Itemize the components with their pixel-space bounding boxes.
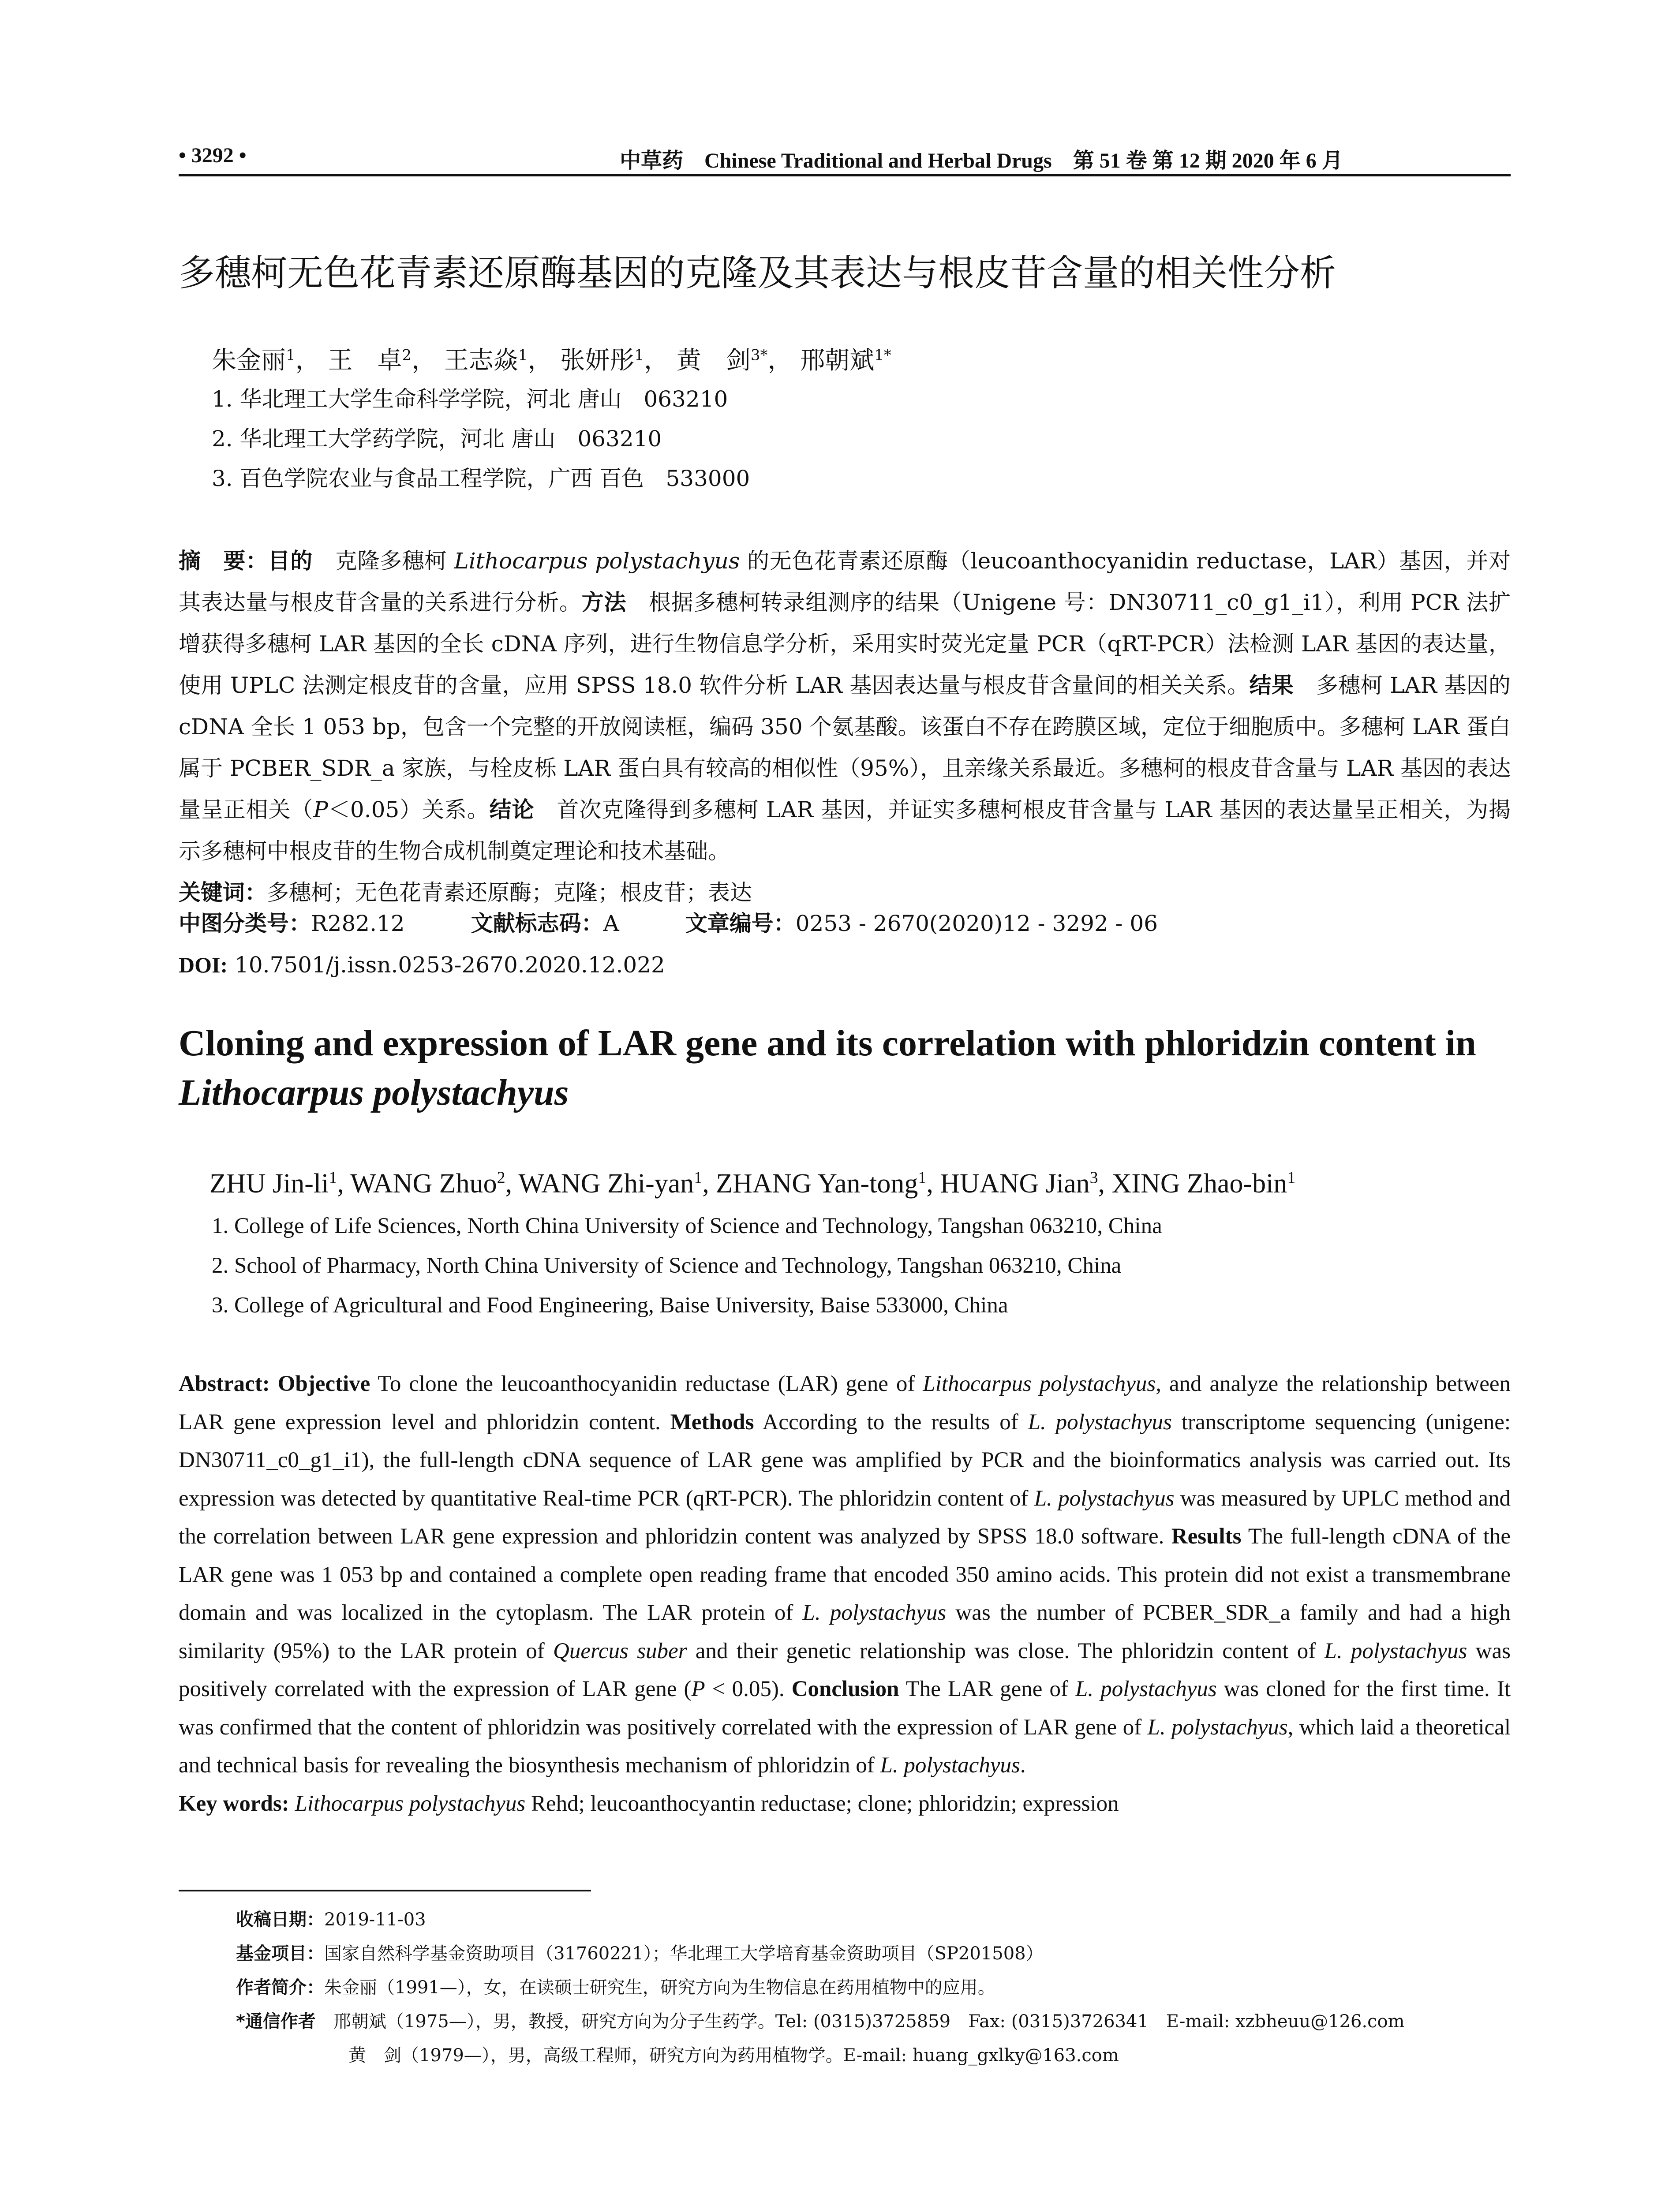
- cn-author: 黄 剑$^{3*}$: [676, 346, 768, 375]
- footnote-fund: 基金项目：国家自然科学基金资助项目（31760221）；华北理工大学培育基金资助项目（SP201508）: [236, 1943, 1044, 1964]
- footnote-divider: [179, 1890, 591, 1891]
- en-author: XING Zhao-bin$^1$: [1111, 1168, 1296, 1199]
- en-affiliation: 1. College of Life Sciences, North China University of Science and Technology, Tangshan 063210, China: [212, 1214, 1162, 1238]
- en-abstract-label: Abstract: Objective: [179, 1372, 370, 1396]
- cn-author: 张妍彤$^1$: [560, 346, 644, 375]
- journal-name: [620, 143, 1343, 174]
- footnote-received: 收稿日期：2019-11-03: [236, 1910, 426, 1930]
- cn-results-label: 结果: [1249, 673, 1294, 698]
- en-affiliation: 3. College of Agricultural and Food Engineering, Baise University, Baise 533000, China: [212, 1293, 1008, 1318]
- cn-author: 王志焱$^1$: [444, 346, 528, 375]
- footnote-corresponding: *通信作者 邢朝斌（1975—），男，教授，研究方向为分子生药学。Tel: (0315)3725859 Fax: (0315)3726341 E-mail: xzbheuu@126.com: [236, 2011, 1405, 2032]
- en-author-list: ZHU Jin-$li^1$, WANG Zhuo$^2$, WANG Zhi-yan$^1$, ZHANG Yan-tong$^1$, HUANG Jian$^3$, XING Zhao-bin$^1$: [210, 1168, 1296, 1199]
- cn-objective-label: 目的: [268, 548, 313, 574]
- en-keywords: Key words: Lithocarpus polystachyus Rehd; leucoanthocyantin reductase; clone; phloridzin; expression: [179, 1791, 1119, 1816]
- cn-keywords: 关键词：多穗柯；无色花青素还原酶；克隆；根皮苷；表达: [179, 880, 752, 905]
- footnotes: [236, 1903, 1511, 2073]
- cn-methods-label: 方法: [581, 590, 627, 615]
- en-author: ZHANG Yan-tong$^1$: [716, 1168, 927, 1199]
- cn-author: 王 卓$^2$: [328, 346, 412, 375]
- en-author: WANG Zhi-yan$^1$: [518, 1168, 703, 1199]
- cn-affiliation: 1. 华北理工大学生命科学学院，河北 唐山 063210: [212, 386, 728, 412]
- en-author: ZHU Jin-$li^1$: [210, 1168, 337, 1199]
- footnote-corresponding-2: 黄 剑（1979—），男，高级工程师，研究方向为药用植物学。E-mail: huang_gxlky@163.com: [348, 2045, 1119, 2066]
- cn-affiliation: 2. 华北理工大学药学院，河北 唐山 063210: [212, 426, 662, 452]
- cn-author: 邢朝斌$^{1*}$: [800, 346, 891, 375]
- doi-link[interactable]: 10.7501/j.issn.0253-2670.2020.12.022: [228, 952, 665, 978]
- footnote-author-bio: 作者简介：朱金丽（1991—），女，在读硕士研究生，研究方向为生物信息在药用植物中的应用。: [236, 1977, 995, 1998]
- en-methods-label: Methods: [670, 1409, 754, 1435]
- cn-affiliation: 3. 百色学院农业与食品工程学院，广西 百色 533000: [212, 466, 750, 491]
- en-title: Cloning and expression of LAR gene and its correlation with phloridzin content in Lithocarpus polystachyus: [179, 1023, 1476, 1113]
- doi-label: DOI:: [179, 953, 228, 977]
- cn-classification-line: 中图分类号：R282.12 文献标志码：A 文章编号：0253 - 2670(2020)12 - 3292 - 06: [179, 911, 1158, 936]
- running-header: [179, 143, 1511, 176]
- en-author: HUANG Jian$^3$: [940, 1168, 1098, 1199]
- journal-name-en: Chinese Traditional and Herbal Drugs: [704, 149, 1052, 172]
- cn-author-list: 朱金丽$^1$， 王 卓$^2$， 王志焱$^1$， 张妍彤$^1$， 黄 剑$^{3*}$， 邢朝斌$^{1*}$: [212, 346, 891, 375]
- cn-conclusion-label: 结论: [489, 797, 535, 822]
- cn-title: 多穗柯无色花青素还原酶基因的克隆及其表达与根皮苷含量的相关性分析: [179, 252, 1336, 294]
- en-author: WANG Zhuo$^2$: [350, 1168, 505, 1199]
- doi-line: [179, 944, 1511, 986]
- en-results-label: Results: [1171, 1524, 1242, 1549]
- journal-name-cn: 中草药: [620, 149, 684, 172]
- en-abstract: Abstract: Objective To clone the leucoanthocyanidin reductase (LAR) gene of Lithocarpus polystachyus, and analyze the relationship between LAR gene expression level and phloridzin content. Methods According to the results of L. polystachyus transcriptome sequencing (unigene: DN30711_c0_g1_i1), the full-length cDNA sequence of LAR gene was amplified by PCR and the bioinformatics analysis was carried out. Its expression was detected by quantitative Real-time PCR (qRT-PCR). The phloridzin content of L. polystachyus was measured by UPLC method and the correlation between LAR gene expression and phloridzin content was analyzed by SPSS 18.0 software. Results The full-length cDNA of the LAR gene was 1 053 bp and contained a complete open reading frame that encoded 350 amino acids. This protein did not exist a transmembrane domain and was localized in the cytoplasm. The LAR protein of L. polystachyus was the number of PCBER_SDR_a family and had a high similarity (95%) to the LAR protein of Quercus suber and their genetic relationship was close. The phloridzin content of L. polystachyus was positively correlated with the expression of LAR gene (P < 0.05). Conclusion The LAR gene of L. polystachyus was cloned for the first time. It was confirmed that the content of phloridzin was positively correlated with the expression of LAR gene of L. polystachyus, which laid a theoretical and technical basis for revealing the biosynthesis mechanism of phloridzin of L. polystachyus. Key words: Lithocarpus polystachyus Rehd; leucoanthocyantin reductase; clone; phloridzin; expression: [179, 1365, 1511, 1823]
- cn-author: 朱金丽$^1$: [212, 346, 296, 375]
- cn-abstract-label: 摘 要：: [179, 548, 268, 574]
- en-conclusion-label: Conclusion: [791, 1677, 899, 1701]
- page-number: • 3292 •: [179, 144, 247, 167]
- en-affiliation: 2. School of Pharmacy, North China University of Science and Technology, Tangshan 063210, China: [212, 1253, 1122, 1278]
- journal-issue: 第 51 卷 第 12 期 2020 年 6 月: [1073, 149, 1343, 172]
- cn-abstract: 摘 要：目的 克隆多穗柯 Lithocarpus polystachyus 的无色花青素还原酶（leucoanthocyanidin reductase，LAR）基因，并对其表达量与根皮苷含量的关系进行分析。方法 根据多穗柯转录组测序的结果（Unigene 号：DN30711_c0_g1_i1），利用 PCR 法扩增获得多穗柯 LAR 基因的全长 cDNA 序列，进行生物信息学分析，采用实时荧光定量 PCR（qRT-PCR）法检测 LAR 基因的表达量，使用 UPLC 法测定根皮苷的含量，应用 SPSS 18.0 软件分析 LAR 基因表达量与根皮苷含量间的相关关系。结果 多穗柯 LAR 基因的 cDNA 全长 1 053 bp，包含一个完整的开放阅读框，编码 350 个氨基酸。该蛋白不存在跨膜区域，定位于细胞质中。多穗柯 LAR 蛋白属于 PCBER_SDR_a 家族，与栓皮栎 LAR 蛋白具有较高的相似性（95%），且亲缘关系最近。多穗柯的根皮苷含量与 LAR 基因的表达量呈正相关（P＜0.05）关系。结论 首次克隆得到多穗柯 LAR 基因，并证实多穗柯根皮苷含量与 LAR 基因的表达量呈正相关，为揭示多穗柯中根皮苷的生物合成机制奠定理论和技术基础。 关键词：多穗柯；无色花青素还原酶；克隆；根皮苷；表达: [179, 540, 1511, 913]
